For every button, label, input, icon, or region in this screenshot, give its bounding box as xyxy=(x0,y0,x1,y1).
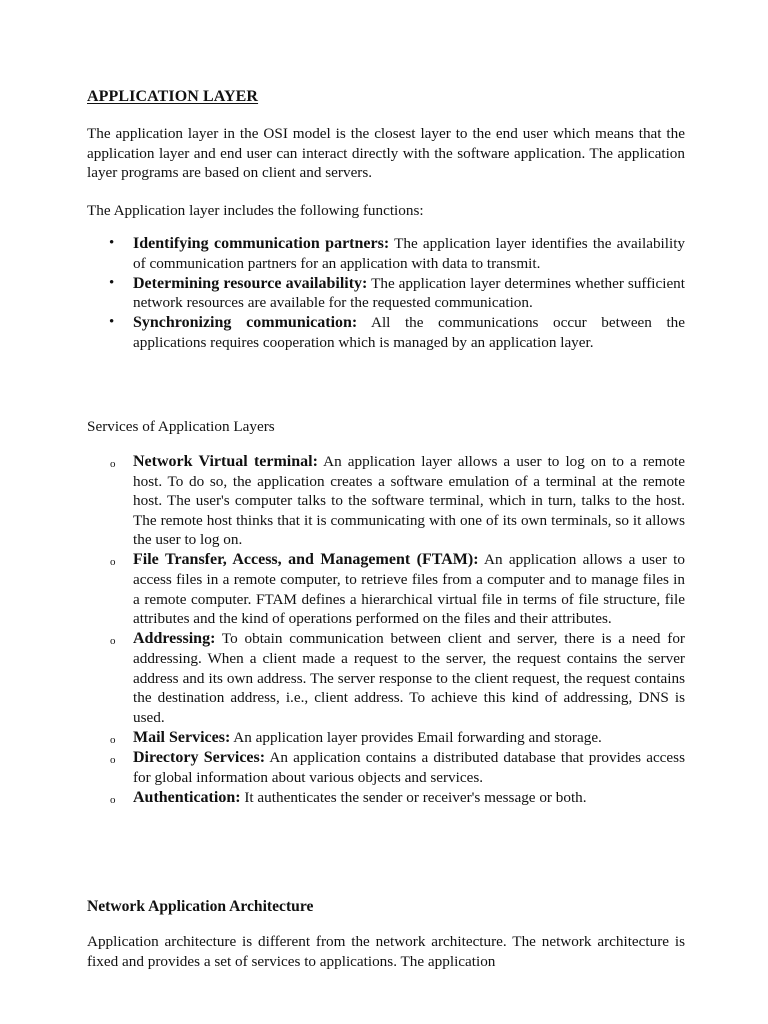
function-term: Identifying communication partners: xyxy=(133,235,390,252)
function-term: Determining resource availability: xyxy=(133,274,368,292)
services-list xyxy=(87,452,685,808)
service-text: An application allows a user to access files in a remote computer, to retrieve files from a computer and to manage files in a remote computer. FTAM defines a hierarchical virtual file in terms of file structure, file attributes and the kind of operations performed on the files and their attributes. xyxy=(133,551,685,628)
service-term: Mail Services: xyxy=(133,728,231,746)
circle-bullet-icon: o xyxy=(110,753,116,766)
list-item xyxy=(87,234,685,273)
list-item xyxy=(87,748,685,787)
function-text: The application layer determines whether sufficient network resources are available for the requested communication. xyxy=(133,274,685,312)
circle-bullet-icon: o xyxy=(110,556,116,569)
bullet-icon: • xyxy=(109,314,115,331)
service-term: Directory Services: xyxy=(133,748,266,766)
list-item xyxy=(87,728,685,748)
service-text: An application layer allows a user to log on to a remote host. To do so, the application creates a software emulation of a terminal at the remote host. The user's computer talks to the software terminal, which in turn, talks to the host. The remote host thinks that it is communicating with one of its own terminals, so it allows the user to log on. xyxy=(133,453,685,549)
service-term: Authentication: xyxy=(133,788,241,806)
bullet-icon: • xyxy=(109,274,115,291)
service-term: Addressing: xyxy=(133,630,216,648)
circle-bullet-icon: o xyxy=(110,733,116,746)
list-item xyxy=(87,452,685,550)
function-text: The application layer identifies the availability of communication partners for an application with data to transmit. xyxy=(133,235,686,272)
functions-list xyxy=(87,234,685,353)
service-text: It authenticates the sender or receiver's message or both. xyxy=(240,788,587,806)
functions-intro: The Application layer includes the following functions: xyxy=(87,202,424,219)
services-intro: Services of Application Layers xyxy=(87,418,275,435)
list-item xyxy=(87,274,685,313)
intro-paragraph: The application layer in the OSI model is the closest layer to the end user which means that the application layer and end user can interact directly with the software application. The application layer programs are based on client and servers. xyxy=(87,125,685,182)
service-text: An application layer provides Email forwarding and storage. xyxy=(230,728,602,746)
page-title: APPLICATION LAYER xyxy=(87,88,259,105)
service-term: File Transfer, Access, and Management (FTAM): xyxy=(133,551,479,569)
service-term: Network Virtual terminal: xyxy=(133,453,318,470)
circle-bullet-icon: o xyxy=(110,793,116,806)
list-item xyxy=(87,313,685,352)
service-text: An application contains a distributed database that provides access for global information about various objects and services. xyxy=(133,748,685,786)
function-text: All the communications occur between the applications requires cooperation which is managed by an application layer. xyxy=(133,314,686,351)
circle-bullet-icon: o xyxy=(110,458,116,470)
list-item xyxy=(87,550,685,628)
bullet-icon: • xyxy=(109,235,115,251)
section-paragraph: Application architecture is different from the network architecture. The network architecture is fixed and provides a set of services to applications. The application xyxy=(87,933,685,970)
service-text: To obtain communication between client and server, there is a need for addressing. When a client made a request to the server, the request contains the server address and its own address. The server response to the client request, the request contains the destination address, i.e., client address. To achieve this kind of addressing, DNS is used. xyxy=(133,630,685,726)
section-heading: Network Application Architecture xyxy=(87,898,314,915)
list-item xyxy=(87,788,685,808)
list-item xyxy=(87,629,685,727)
circle-bullet-icon: o xyxy=(110,635,116,648)
function-term: Synchronizing communication: xyxy=(133,314,358,332)
